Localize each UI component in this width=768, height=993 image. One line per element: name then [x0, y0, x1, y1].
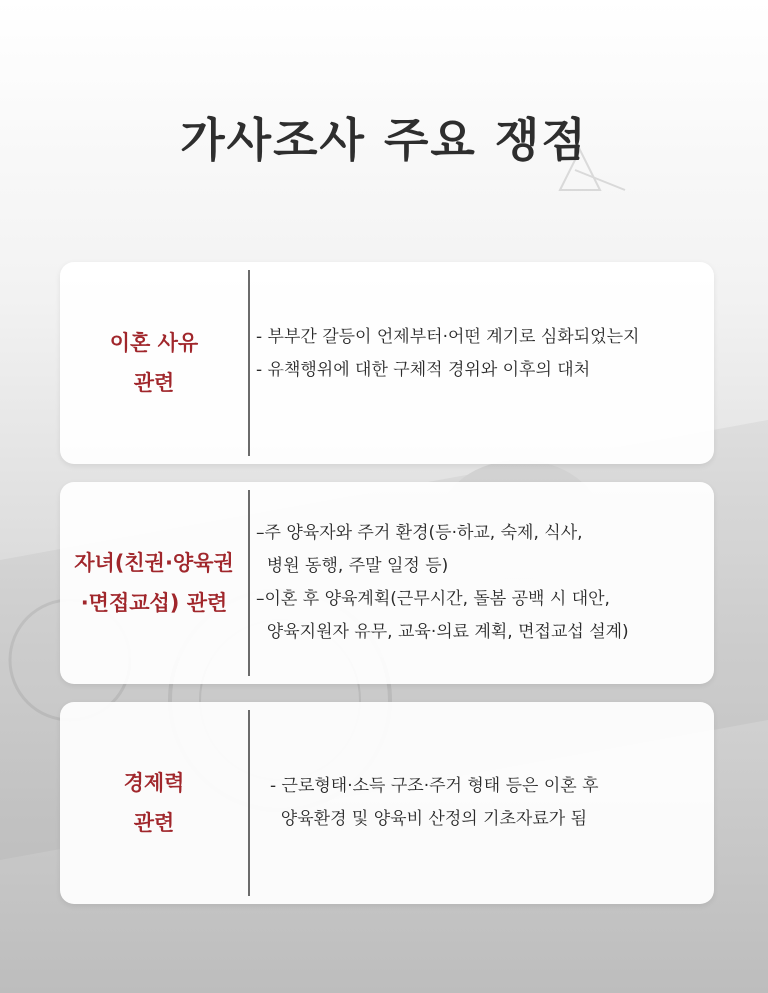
divider — [248, 490, 250, 676]
content-line: –이혼 후 양육계획(근무시간, 돌봄 공백 시 대안, — [256, 589, 610, 609]
card-content — [256, 262, 704, 464]
card-label-line: 이혼 사유 — [109, 331, 199, 355]
card-label-line: ·면접교섭) 관련 — [80, 591, 228, 615]
content-line: - 부부간 갈등이 언제부터·어떤 계기로 심화되었는지 — [256, 327, 640, 347]
content-line: 양육지원자 유무, 교육·의료 계획, 면접교섭 설계) — [256, 622, 629, 642]
card-label-line: 관련 — [133, 811, 175, 835]
content-line: 양육환경 및 양육비 산정의 기초자료가 됨 — [270, 809, 588, 829]
card-content — [256, 482, 704, 684]
content-line: –주 양육자와 주거 환경(등·하교, 숙제, 식사, — [256, 523, 583, 543]
divider — [248, 270, 250, 456]
card-content — [270, 702, 704, 904]
card-label — [60, 702, 248, 904]
content-line: - 근로형태·소득 구조·주거 형태 등은 이혼 후 — [270, 776, 599, 796]
card-label-line: 경제력 — [123, 771, 185, 795]
divider — [248, 710, 250, 896]
content-line: 병원 동행, 주말 일정 등) — [256, 556, 449, 576]
card-label — [60, 262, 248, 464]
card-label-line: 관련 — [133, 371, 175, 395]
card-label — [60, 482, 248, 684]
card-label-line: 자녀(친권·양육권 — [74, 551, 234, 575]
content-line: - 유책행위에 대한 구체적 경위와 이후의 대처 — [256, 360, 591, 380]
card-economic-capacity — [60, 702, 714, 904]
card-divorce-reason — [60, 262, 714, 464]
page-title: 가사조사 주요 쟁점 — [180, 113, 588, 167]
card-child-custody — [60, 482, 714, 684]
